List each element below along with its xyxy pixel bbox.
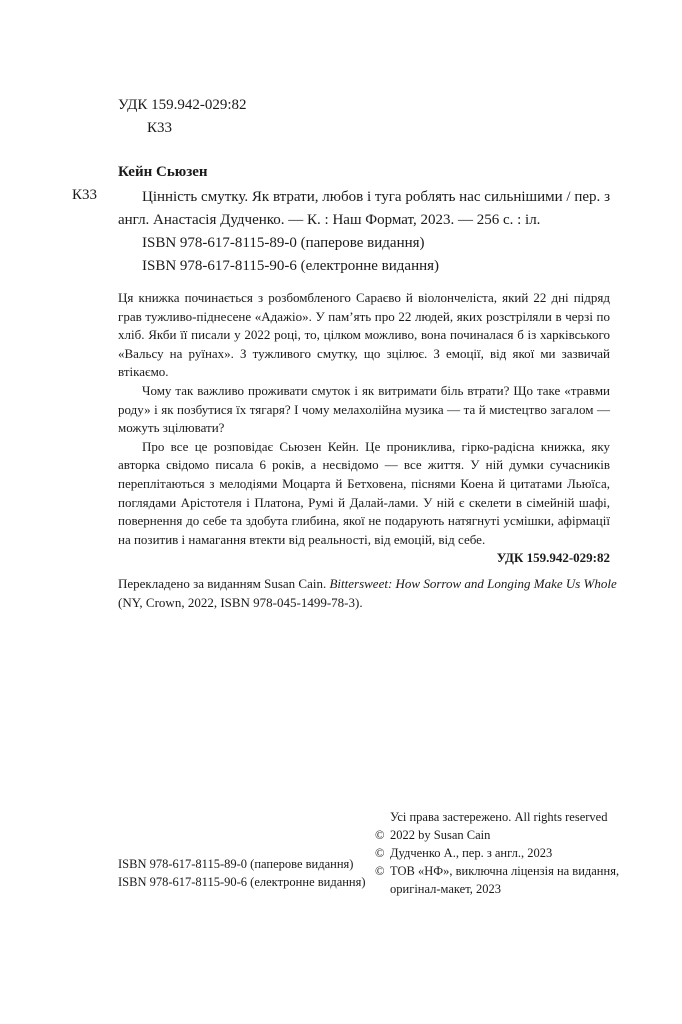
- copyright-text: ТОВ «НФ», виключна ліцензія на видання,: [390, 864, 620, 878]
- annotation-paragraph: Ця книжка починається з розбомбленого Сараєво й віолончеліста, який 22 дні підряд грав тужливо-піднесене «Адажіо». У пам’ять про 22 людей, яких розстріляли в черзі по хліб. Якби її писали у 2022 році, то, цілком можливо, вона починалася б із харківського «Вальсу на руїнах». З тужливого смутку, що зцілює. З емоції, від якої ми зазвичай втікаємо.: [118, 290, 610, 380]
- annotation-paragraph: Про все це розповідає Сьюзен Кейн. Це прониклива, гірко-радісна книжка, яку авторка свідомо писала 6 років, а несвідомо — все життя. У ній думки сучасників переплітаються з мелодіями Моцарта й Бетховена, піснями Коена й цитатами Льюїса, поглядами Арістотеля і Платона, Румі й Далай-лами. У ній є скелети в сімейній шафі, повернення до себе та здобута глибина, якої не подарують натягнуті усмішки, афірмації на позитив і намагання втекти від реальності, від емоцій, від себе.: [118, 438, 610, 547]
- author-name: Кейн Сьюзен: [118, 164, 208, 180]
- translation-prefix: Перекладено за виданням Susan Cain.: [118, 576, 330, 591]
- author-sign: К33: [147, 120, 173, 136]
- isbn-electronic-footer: ISBN 978-617-8115-90-6 (електронне видання): [118, 875, 366, 889]
- annotation-paragraph: Чому так важливо проживати смуток і як витримати біль втрати? Що таке «травми роду» і як позбутися їх тягаря? І чому мелахолійна музика — та й мистецтво загалом — можуть зцілювати?: [118, 382, 610, 436]
- bibliographic-record: [118, 186, 610, 278]
- copyright-line: [375, 844, 625, 862]
- copyright-text: 2022 by Susan Cain: [390, 828, 491, 842]
- copyright-line: [375, 826, 625, 844]
- all-rights-reserved: Усі права застережено. All rights reserved: [390, 810, 608, 824]
- isbn-electronic: ISBN 978-617-8115-90-6 (електронне видання): [142, 258, 440, 274]
- copyright-icon: ©: [375, 846, 385, 860]
- isbn-print-footer: ISBN 978-617-8115-89-0 (паперове видання): [118, 857, 354, 871]
- isbn-footer: [118, 855, 366, 891]
- copyright-block: [375, 808, 625, 898]
- annotation: [118, 289, 610, 568]
- copyright-text: Дудченко А., пер. з англ., 2023: [390, 846, 553, 860]
- udk-code: УДК 159.942-029:82: [118, 97, 247, 113]
- translation-note: [118, 574, 618, 612]
- bibliographic-description: Цінність смутку. Як втрати, любов і туга роблять нас сильнішими / пер. з англ. Анастасія Дудченко. — К. : Наш Формат, 2023. — 256 с. : іл.: [118, 189, 610, 228]
- copyright-text-continued: оригінал-макет, 2023: [390, 882, 501, 896]
- original-title: Bittersweet: How Sorrow and Longing Make Us Whole: [329, 576, 617, 591]
- author-sign-side: К33: [72, 187, 98, 203]
- copyright-line: [375, 862, 625, 880]
- copyright-icon: ©: [375, 864, 385, 878]
- annotation-udk: УДК 159.942-029:82: [496, 550, 610, 566]
- copyright-icon: ©: [375, 828, 385, 842]
- isbn-print: ISBN 978-617-8115-89-0 (паперове видання): [142, 235, 425, 251]
- translation-suffix: (NY, Crown, 2022, ISBN 978-045-1499-78-3).: [118, 595, 363, 610]
